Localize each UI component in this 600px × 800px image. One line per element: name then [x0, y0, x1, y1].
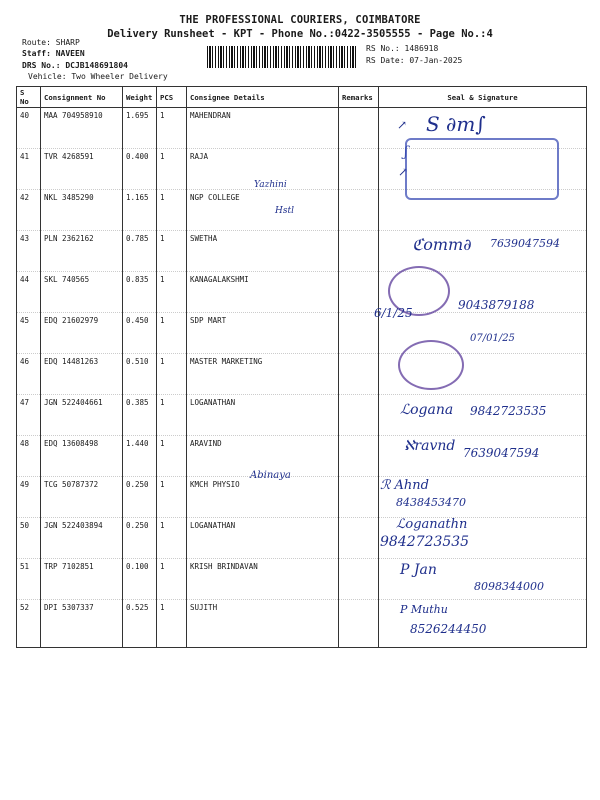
- cell-sno: 48: [17, 436, 41, 477]
- cell-sno: 49: [17, 477, 41, 518]
- cell-sno: 45: [17, 313, 41, 354]
- rs-date-label: RS Date:: [366, 56, 405, 65]
- cell-pcs: 1: [157, 108, 187, 149]
- cell-remarks: [339, 559, 379, 600]
- staff-line: [22, 49, 85, 58]
- cell-consignee: ARAVIND: [187, 436, 339, 477]
- cell-pcs: 1: [157, 600, 187, 648]
- cell-pcs: 1: [157, 354, 187, 395]
- company-title: THE PROFESSIONAL COURIERS, COIMBATORE: [179, 14, 421, 26]
- cell-consignment: EDQ 21602979: [41, 313, 123, 354]
- phone-row-43: 7639047594: [490, 237, 560, 250]
- cell-remarks: [339, 149, 379, 190]
- cell-remarks: [339, 354, 379, 395]
- tick-mark-40: ↗: [397, 118, 408, 132]
- cell-consignment: TCG 50787372: [41, 477, 123, 518]
- cell-remarks: [339, 190, 379, 231]
- cell-consignee: SWETHA: [187, 231, 339, 272]
- name-row-52: P Muthu: [400, 603, 448, 616]
- school-stamp: [405, 138, 559, 200]
- cell-sno: 50: [17, 518, 41, 559]
- cell-consignment: JGN 522403894: [41, 518, 123, 559]
- cell-sno: 42: [17, 190, 41, 231]
- signature-40: S ∂m∫: [426, 112, 486, 136]
- cell-consignment: EDQ 14481263: [41, 354, 123, 395]
- cell-sno: 44: [17, 272, 41, 313]
- cell-consignee: KANAGALAKSHMI: [187, 272, 339, 313]
- cell-pcs: 1: [157, 436, 187, 477]
- cell-weight: 0.835: [123, 272, 157, 313]
- signature-43: ℭomm∂: [412, 235, 472, 254]
- phone-row-47: 9842723535: [470, 404, 547, 418]
- cell-remarks: [339, 518, 379, 559]
- col-consignee: Consignee Details: [187, 87, 339, 108]
- drs-value: DCJB148691804: [65, 61, 128, 70]
- cell-consignment: SKL 740565: [41, 272, 123, 313]
- col-pcs: PCS: [157, 87, 187, 108]
- rs-date-value: 07-Jan-2025: [409, 56, 463, 65]
- cell-pcs: 1: [157, 149, 187, 190]
- cell-remarks: [339, 477, 379, 518]
- cell-weight: 0.785: [123, 231, 157, 272]
- cell-remarks: [339, 600, 379, 648]
- table-header: [17, 87, 587, 108]
- table-row: [17, 600, 587, 648]
- rs-no-label: RS No.:: [366, 44, 400, 53]
- cell-consignee: LOGANATHAN: [187, 518, 339, 559]
- signature-41: ʃ: [404, 144, 408, 160]
- cell-sno: 40: [17, 108, 41, 149]
- cell-remarks: [339, 313, 379, 354]
- cell-consignee: NGP COLLEGE: [187, 190, 339, 231]
- cell-sno: 51: [17, 559, 41, 600]
- cell-pcs: 1: [157, 477, 187, 518]
- cell-consignment: JGN 522404661: [41, 395, 123, 436]
- col-sno: S No: [17, 87, 41, 108]
- cell-weight: 0.100: [123, 559, 157, 600]
- cell-consignee: KRISH BRINDAVAN: [187, 559, 339, 600]
- cell-consignee: MAHENDRAN: [187, 108, 339, 149]
- cell-consignee: LOGANATHAN: [187, 395, 339, 436]
- phone-row-49: 8438453470: [396, 496, 466, 509]
- route-line: [22, 38, 80, 47]
- cell-weight: 0.250: [123, 477, 157, 518]
- table-row: [17, 518, 587, 559]
- note-row-42: Yazhini: [254, 180, 287, 190]
- cell-pcs: 1: [157, 559, 187, 600]
- cell-sno: 47: [17, 395, 41, 436]
- col-consignment: Consignment No: [41, 87, 123, 108]
- stamp-row-46: [398, 340, 464, 390]
- cell-sno: 43: [17, 231, 41, 272]
- drs-line: [22, 61, 128, 70]
- cell-pcs: 1: [157, 190, 187, 231]
- staff-value: NAVEEN: [55, 49, 85, 58]
- cell-sno: 41: [17, 149, 41, 190]
- cell-sno: 46: [17, 354, 41, 395]
- date-row-45: 6/1/25: [374, 306, 413, 320]
- cell-weight: 1.695: [123, 108, 157, 149]
- cell-weight: 1.440: [123, 436, 157, 477]
- cell-consignee: SUJITH: [187, 600, 339, 648]
- col-weight: Weight: [123, 87, 157, 108]
- rs-date-line: [366, 56, 462, 65]
- cell-remarks: [339, 231, 379, 272]
- barcode: [207, 46, 357, 68]
- cell-weight: 0.450: [123, 313, 157, 354]
- cell-remarks: [339, 272, 379, 313]
- vehicle-line: [28, 72, 168, 81]
- cell-remarks: [339, 436, 379, 477]
- cell-consignee: MASTER MARKETING: [187, 354, 339, 395]
- cell-consignment: EDQ 13608498: [41, 436, 123, 477]
- staff-label: Staff:: [22, 49, 51, 58]
- cell-consignee: KMCH PHYSIO: [187, 477, 339, 518]
- cell-consignment: TVR 4268591: [41, 149, 123, 190]
- cell-weight: 0.510: [123, 354, 157, 395]
- vehicle-value: Two Wheeler Delivery: [71, 72, 168, 81]
- cell-pcs: 1: [157, 231, 187, 272]
- signature-51: P Jan: [400, 562, 437, 578]
- phone-row-45: 9043879188: [458, 298, 535, 312]
- cell-weight: 0.250: [123, 518, 157, 559]
- vehicle-label: Vehicle:: [28, 72, 67, 81]
- cell-remarks: [339, 108, 379, 149]
- cell-remarks: [339, 395, 379, 436]
- route-label: Route:: [22, 38, 51, 47]
- table-row: [17, 477, 587, 518]
- table-row: [17, 559, 587, 600]
- cell-consignment: PLN 2362162: [41, 231, 123, 272]
- signature-47: ℒogana: [400, 402, 454, 418]
- drs-label: DRS No.:: [22, 61, 61, 70]
- cell-weight: 0.525: [123, 600, 157, 648]
- route-value: SHARP: [55, 38, 80, 47]
- cell-weight: 1.165: [123, 190, 157, 231]
- cell-pcs: 1: [157, 272, 187, 313]
- cell-consignee: RAJA: [187, 149, 339, 190]
- cell-weight: 0.400: [123, 149, 157, 190]
- cell-sno: 52: [17, 600, 41, 648]
- note-row-49: Abinaya: [250, 470, 291, 481]
- col-seal: Seal & Signature: [379, 87, 587, 108]
- cell-consignment: DPI 5307337: [41, 600, 123, 648]
- cell-consignment: MAA 704958910: [41, 108, 123, 149]
- runsheet-subtitle: Delivery Runsheet - KPT - Phone No.:0422-3505555 - Page No.:4: [107, 28, 493, 40]
- cell-pcs: 1: [157, 313, 187, 354]
- date-row-46: 07/01/25: [470, 333, 515, 344]
- cell-consignment: NKL 3485290: [41, 190, 123, 231]
- signature-50: ℒoganathn: [396, 517, 468, 532]
- cell-weight: 0.385: [123, 395, 157, 436]
- cell-consignee: SDP MART: [187, 313, 339, 354]
- rs-no-line: [366, 44, 438, 53]
- cell-pcs: 1: [157, 395, 187, 436]
- phone-row-51: 8098344000: [474, 580, 544, 593]
- phone-row-50: 9842723535: [380, 534, 470, 550]
- cell-pcs: 1: [157, 518, 187, 559]
- tick-mark-41: ↗: [398, 165, 409, 179]
- table-row: [17, 354, 587, 395]
- rs-no-value: 1486918: [404, 44, 439, 53]
- phone-row-52: 8526244450: [410, 622, 487, 636]
- col-remarks: Remarks: [339, 87, 379, 108]
- phone-row-48: 7639047594: [463, 446, 540, 460]
- signature-49: ℛ Ahnd: [380, 478, 429, 493]
- signature-48: ℵravnd: [404, 438, 456, 454]
- cell-consignment: TRP 7102851: [41, 559, 123, 600]
- note2-row-42: Hstl: [275, 206, 294, 216]
